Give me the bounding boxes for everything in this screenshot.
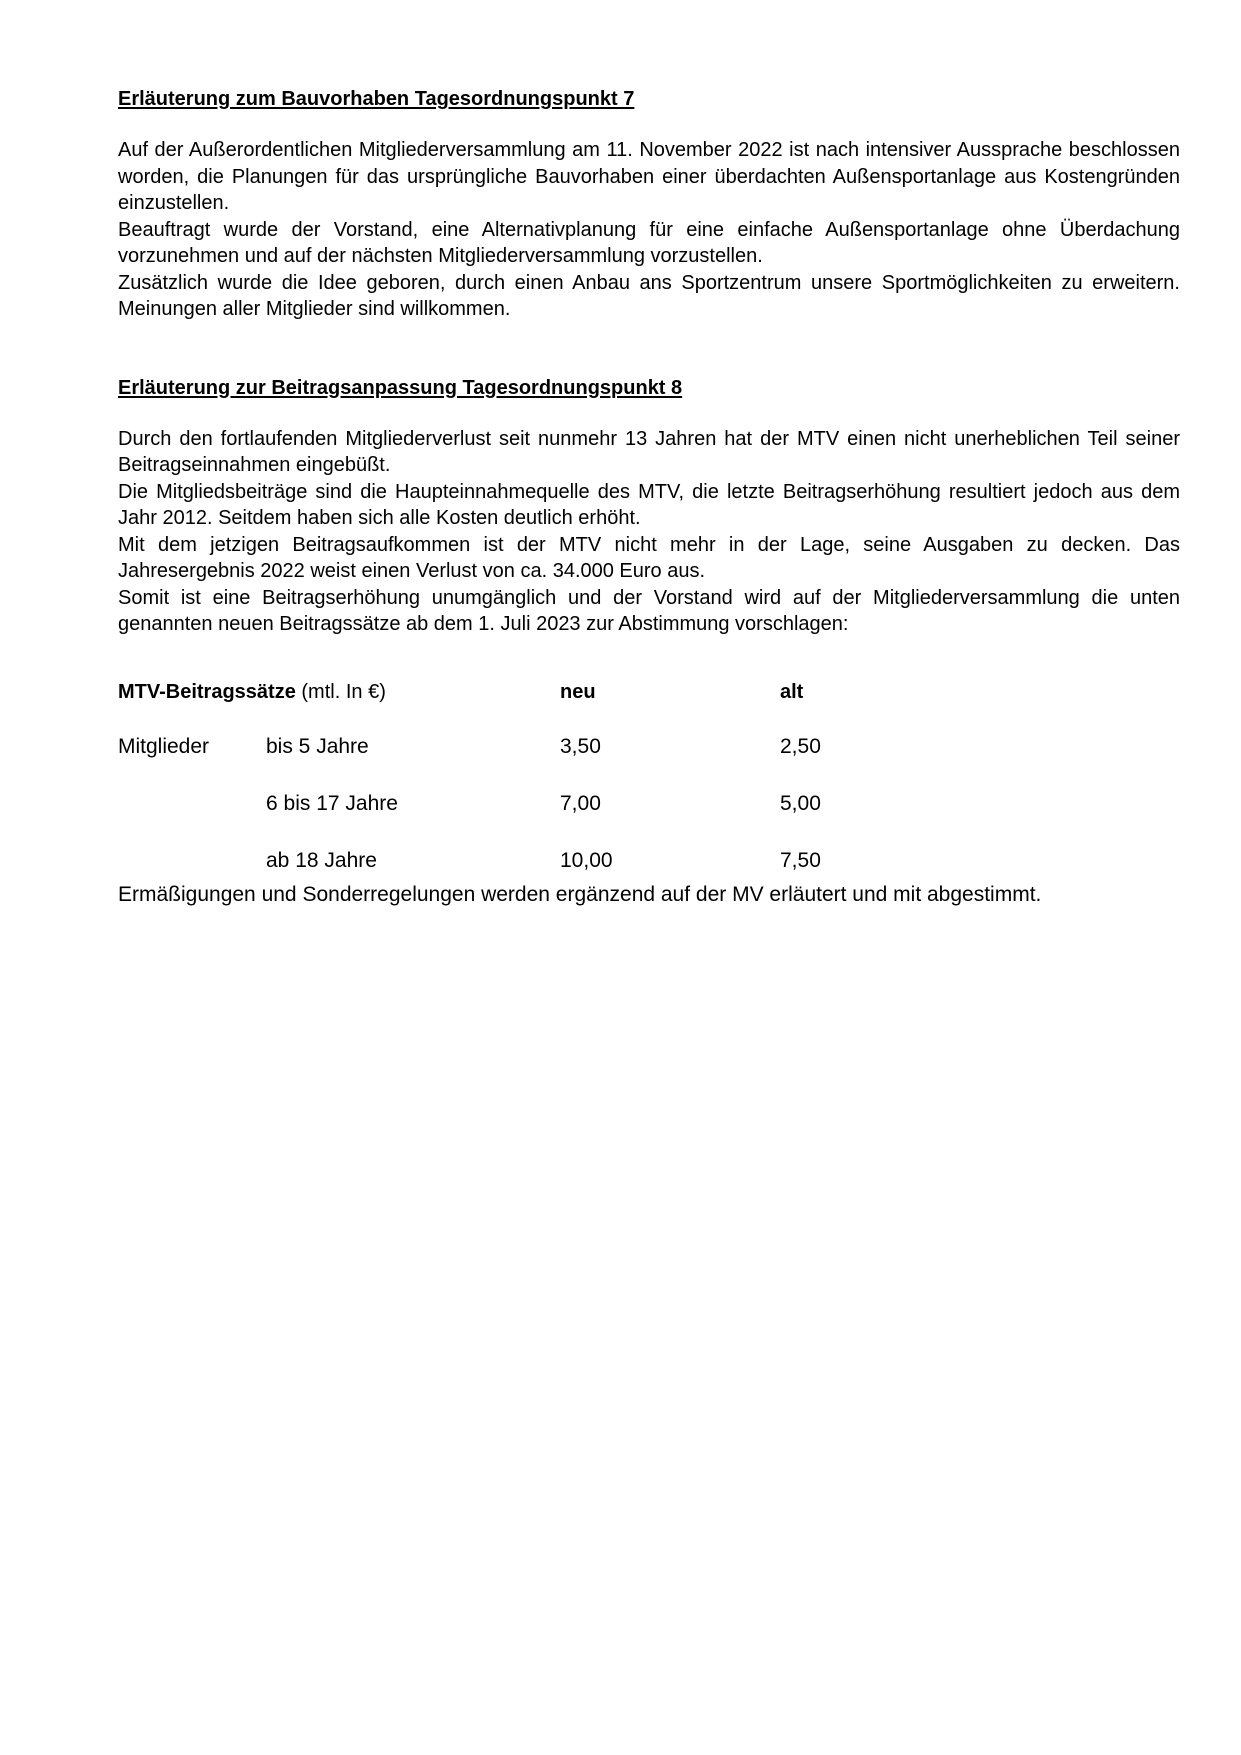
age-group: 6 bis 17 Jahre [266, 791, 398, 815]
fee-table-title-bold: MTV-Beitragssätze [118, 680, 296, 703]
paragraph: Beauftragt wurde der Vorstand, eine Alternativplanung für eine einfache Außensportanlage ohne Überdachung vorzunehmen und auf der nächsten Mitgliederversammlung vorzustellen. [118, 218, 1180, 267]
paragraph: Durch den fortlaufenden Mitgliederverlust seit nunmehr 13 Jahren hat der MTV einen nicht unerheblichen Teil seiner Beitragseinnahmen eingebüßt. [118, 427, 1180, 476]
fee-old: 7,50 [780, 848, 821, 872]
page-content [118, 86, 1180, 930]
group-label: Mitglieder [118, 734, 210, 758]
fee-table-title [118, 679, 386, 705]
fee-table-header [118, 679, 1180, 734]
section-bauvorhaben [118, 86, 1180, 323]
paragraph: Auf der Außerordentlichen Mitgliederversammlung am 11. November 2022 ist nach intensiver Aussprache beschlossen worden, die Planungen für das ursprüngliche Bauvorhaben einer überdachten Außensportanlage aus Kostengründen einzustellen. [118, 139, 1180, 214]
section-beitragsanpassung [118, 375, 1180, 638]
column-header-new: neu [560, 680, 596, 703]
section-heading-top8: Erläuterung zur Beitragsanpassung Tagesordnungspunkt 8 [118, 376, 683, 399]
age-group: ab 18 Jahre [266, 848, 377, 872]
paragraph: Die Mitgliedsbeiträge sind die Haupteinnahmequelle des MTV, die letzte Beitragserhöhung resultiert jedoch aus dem Jahr 2012. Seitdem haben sich alle Kosten deutlich erhöht. [118, 480, 1180, 529]
footer-note: Ermäßigungen und Sonderregelungen werden ergänzend auf der MV erläutert und mit abgestimmt. [118, 882, 1042, 906]
paragraph: Somit ist eine Beitragserhöhung unumgänglich und der Vorstand wird auf der Mitgliederversammlung die unten genannten neuen Beitragssätze ab dem 1. Juli 2023 zur Abstimmung vorschlagen: [118, 586, 1180, 635]
paragraph: Zusätzlich wurde die Idee geboren, durch einen Anbau ans Sportzentrum unsere Sportmöglichkeiten zu erweitern. Meinungen aller Mitglieder sind willkommen. [118, 271, 1180, 320]
column-header-old: alt [780, 680, 804, 703]
fee-old: 5,00 [780, 791, 821, 815]
section-heading-top7: Erläuterung zum Bauvorhaben Tagesordnungspunkt 7 [118, 88, 635, 110]
fee-new: 10,00 [560, 848, 613, 872]
fee-table [118, 679, 1180, 879]
table-row [118, 734, 1180, 791]
age-group: bis 5 Jahre [266, 734, 369, 758]
paragraph: Mit dem jetzigen Beitragsaufkommen ist der MTV nicht mehr in der Lage, seine Ausgaben zu decken. Das Jahresergebnis 2022 weist einen Verlust von ca. 34.000 Euro aus. [118, 533, 1180, 582]
fee-old: 2,50 [780, 734, 821, 758]
fee-new: 3,50 [560, 734, 601, 758]
table-row [118, 791, 1180, 848]
fee-new: 7,00 [560, 791, 601, 815]
fee-table-title-suffix: (mtl. In €) [295, 680, 386, 703]
table-row [118, 848, 1180, 905]
